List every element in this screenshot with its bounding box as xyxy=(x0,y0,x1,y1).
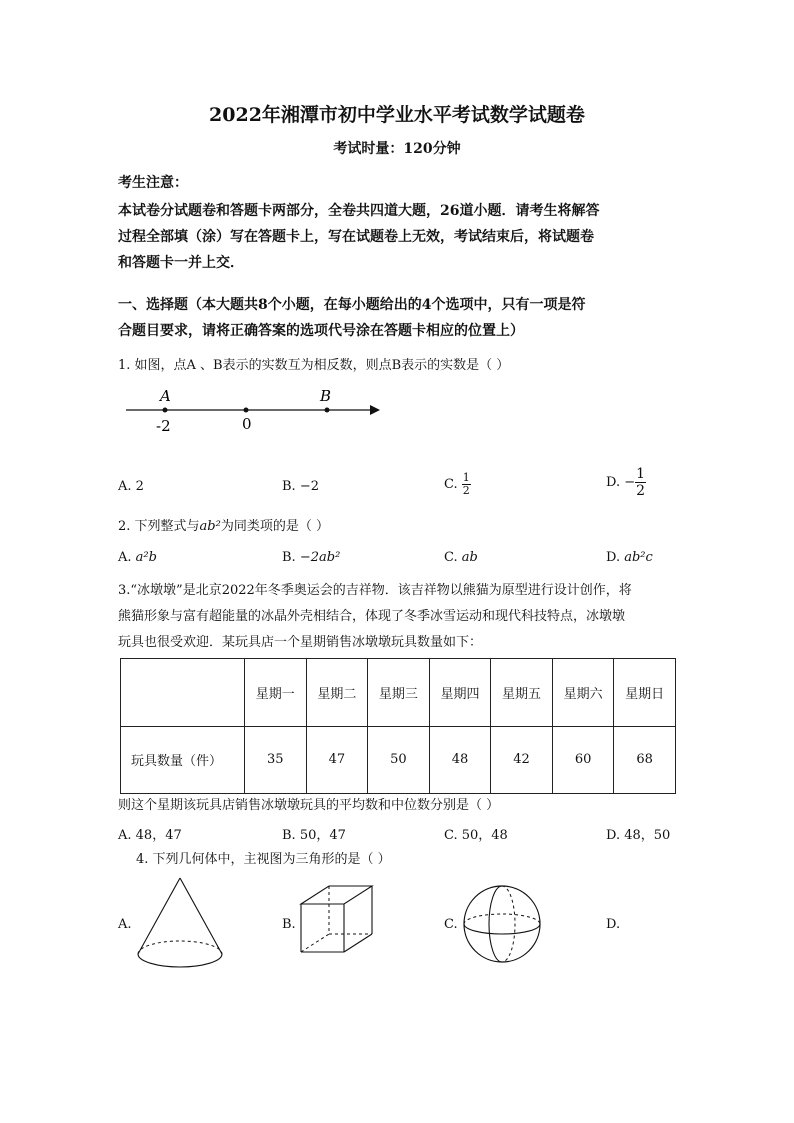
section-one-heading xyxy=(118,292,678,344)
notice-line: 本试卷分试题卷和答题卡两部分，全卷共四道大题，26道小题．请考生将解答 xyxy=(118,203,600,219)
notice-body xyxy=(118,198,678,276)
q4-option-c[interactable]: C. xyxy=(444,917,458,932)
sphere-icon xyxy=(460,882,544,966)
table-cell: 42 xyxy=(491,726,553,794)
section-line: 合题目要求，请将正确答案的选项代号涂在答题卡相应的位置上） xyxy=(118,323,524,339)
table-header-cell: 星期五 xyxy=(491,659,553,727)
table-cell: 47 xyxy=(306,726,368,794)
q3-option-b[interactable]: B. 50，47 xyxy=(282,828,346,843)
fraction: $\frac{1}{2}$ xyxy=(462,471,470,497)
table-row-label: 玩具数量（件） xyxy=(121,726,245,794)
notice-line: 和答题卡一并上交． xyxy=(118,255,244,271)
table-cell: 48 xyxy=(429,726,491,794)
question-4-text: 4. 下列几何体中，主视图为三角形的是（ ） xyxy=(136,852,391,867)
notice-heading: 考生注意： xyxy=(118,175,188,191)
question-3-prompt: 则这个星期该玩具店销售冰墩墩玩具的平均数和中位数分别是（ ） xyxy=(118,798,500,813)
q2-option-b[interactable]: B. −2ab² xyxy=(282,550,341,565)
q1-option-a[interactable]: A. 2 xyxy=(118,479,144,494)
prism-icon xyxy=(296,882,376,962)
table-cell: 60 xyxy=(552,726,614,794)
table-header-cell: 星期三 xyxy=(368,659,430,727)
fraction: $\frac{1}{2}$ xyxy=(636,466,646,499)
table-row xyxy=(121,726,676,794)
q2-option-c[interactable]: C. ab xyxy=(444,550,478,565)
point-a xyxy=(163,408,168,413)
label-b: B xyxy=(320,387,332,405)
question-2-text: 2. 下列整式与ab²为同类项的是（ ） xyxy=(118,519,329,534)
q1-option-b[interactable]: B. −2 xyxy=(282,479,319,494)
page-title: 2022年湘潭市初中学业水平考试数学试题卷 xyxy=(209,104,585,126)
table-header-row xyxy=(121,659,676,727)
table-header-cell: 星期四 xyxy=(429,659,491,727)
point-b xyxy=(325,408,330,413)
table-cell: 35 xyxy=(245,726,307,794)
table-cell: 50 xyxy=(368,726,430,794)
table-header-cell: 星期一 xyxy=(245,659,307,727)
number-line-figure xyxy=(118,384,388,436)
q3-option-d[interactable]: D. 48，50 xyxy=(606,828,671,843)
q2-option-d[interactable]: D. ab²c xyxy=(606,550,653,565)
q3-option-a[interactable]: A. 48，47 xyxy=(118,828,182,843)
table-cell: 68 xyxy=(614,726,676,794)
q2-option-a[interactable]: A. a²b xyxy=(118,550,157,565)
q4-option-a[interactable]: A. xyxy=(118,917,132,932)
question-3-text: 3.“冰墩墩”是北京2022年冬季奥运会的吉祥物．该吉祥物以熊猫为原型进行设计创作，将 熊猫形象与富有超能量的冰晶外壳相结合，体现了冬季冰雪运动和现代科技特点，冰墩墩 玩具也很受欢迎．某玩具店一个星期销售冰墩墩玩具数量如下： xyxy=(118,583,632,650)
q1-option-c[interactable]: C. $\frac{1}{2}$ xyxy=(444,471,470,497)
q4-option-b[interactable]: B. xyxy=(282,917,296,932)
question-1-text: 1. 如图，点A 、B表示的实数互为相反数，则点B表示的实数是（ ） xyxy=(118,358,510,373)
notice-line: 过程全部填（涂）写在答题卡上，写在试题卷上无效，考试结束后，将试题卷 xyxy=(118,229,594,245)
tick-minus-two: -2 xyxy=(156,417,171,435)
q1-option-d[interactable]: D. − $\frac{1}{2}$ xyxy=(606,466,646,499)
sales-table xyxy=(120,658,676,794)
q4-option-d[interactable]: D. xyxy=(606,917,621,932)
q3-option-c[interactable]: C. 50，48 xyxy=(444,828,508,843)
table-corner-cell xyxy=(121,659,245,727)
section-line: 一、选择题（本大题共8个小题，在每小题给出的4个选项中，只有一项是符 xyxy=(118,297,586,313)
point-origin xyxy=(244,408,249,413)
arrow-icon xyxy=(370,405,380,415)
exam-duration: 考试时量：120分钟 xyxy=(333,141,461,157)
label-a: A xyxy=(160,387,171,405)
cone-icon xyxy=(134,874,226,972)
table-header-cell: 星期日 xyxy=(614,659,676,727)
table-header-cell: 星期六 xyxy=(552,659,614,727)
table-header-cell: 星期二 xyxy=(306,659,368,727)
tick-zero: 0 xyxy=(242,415,252,433)
